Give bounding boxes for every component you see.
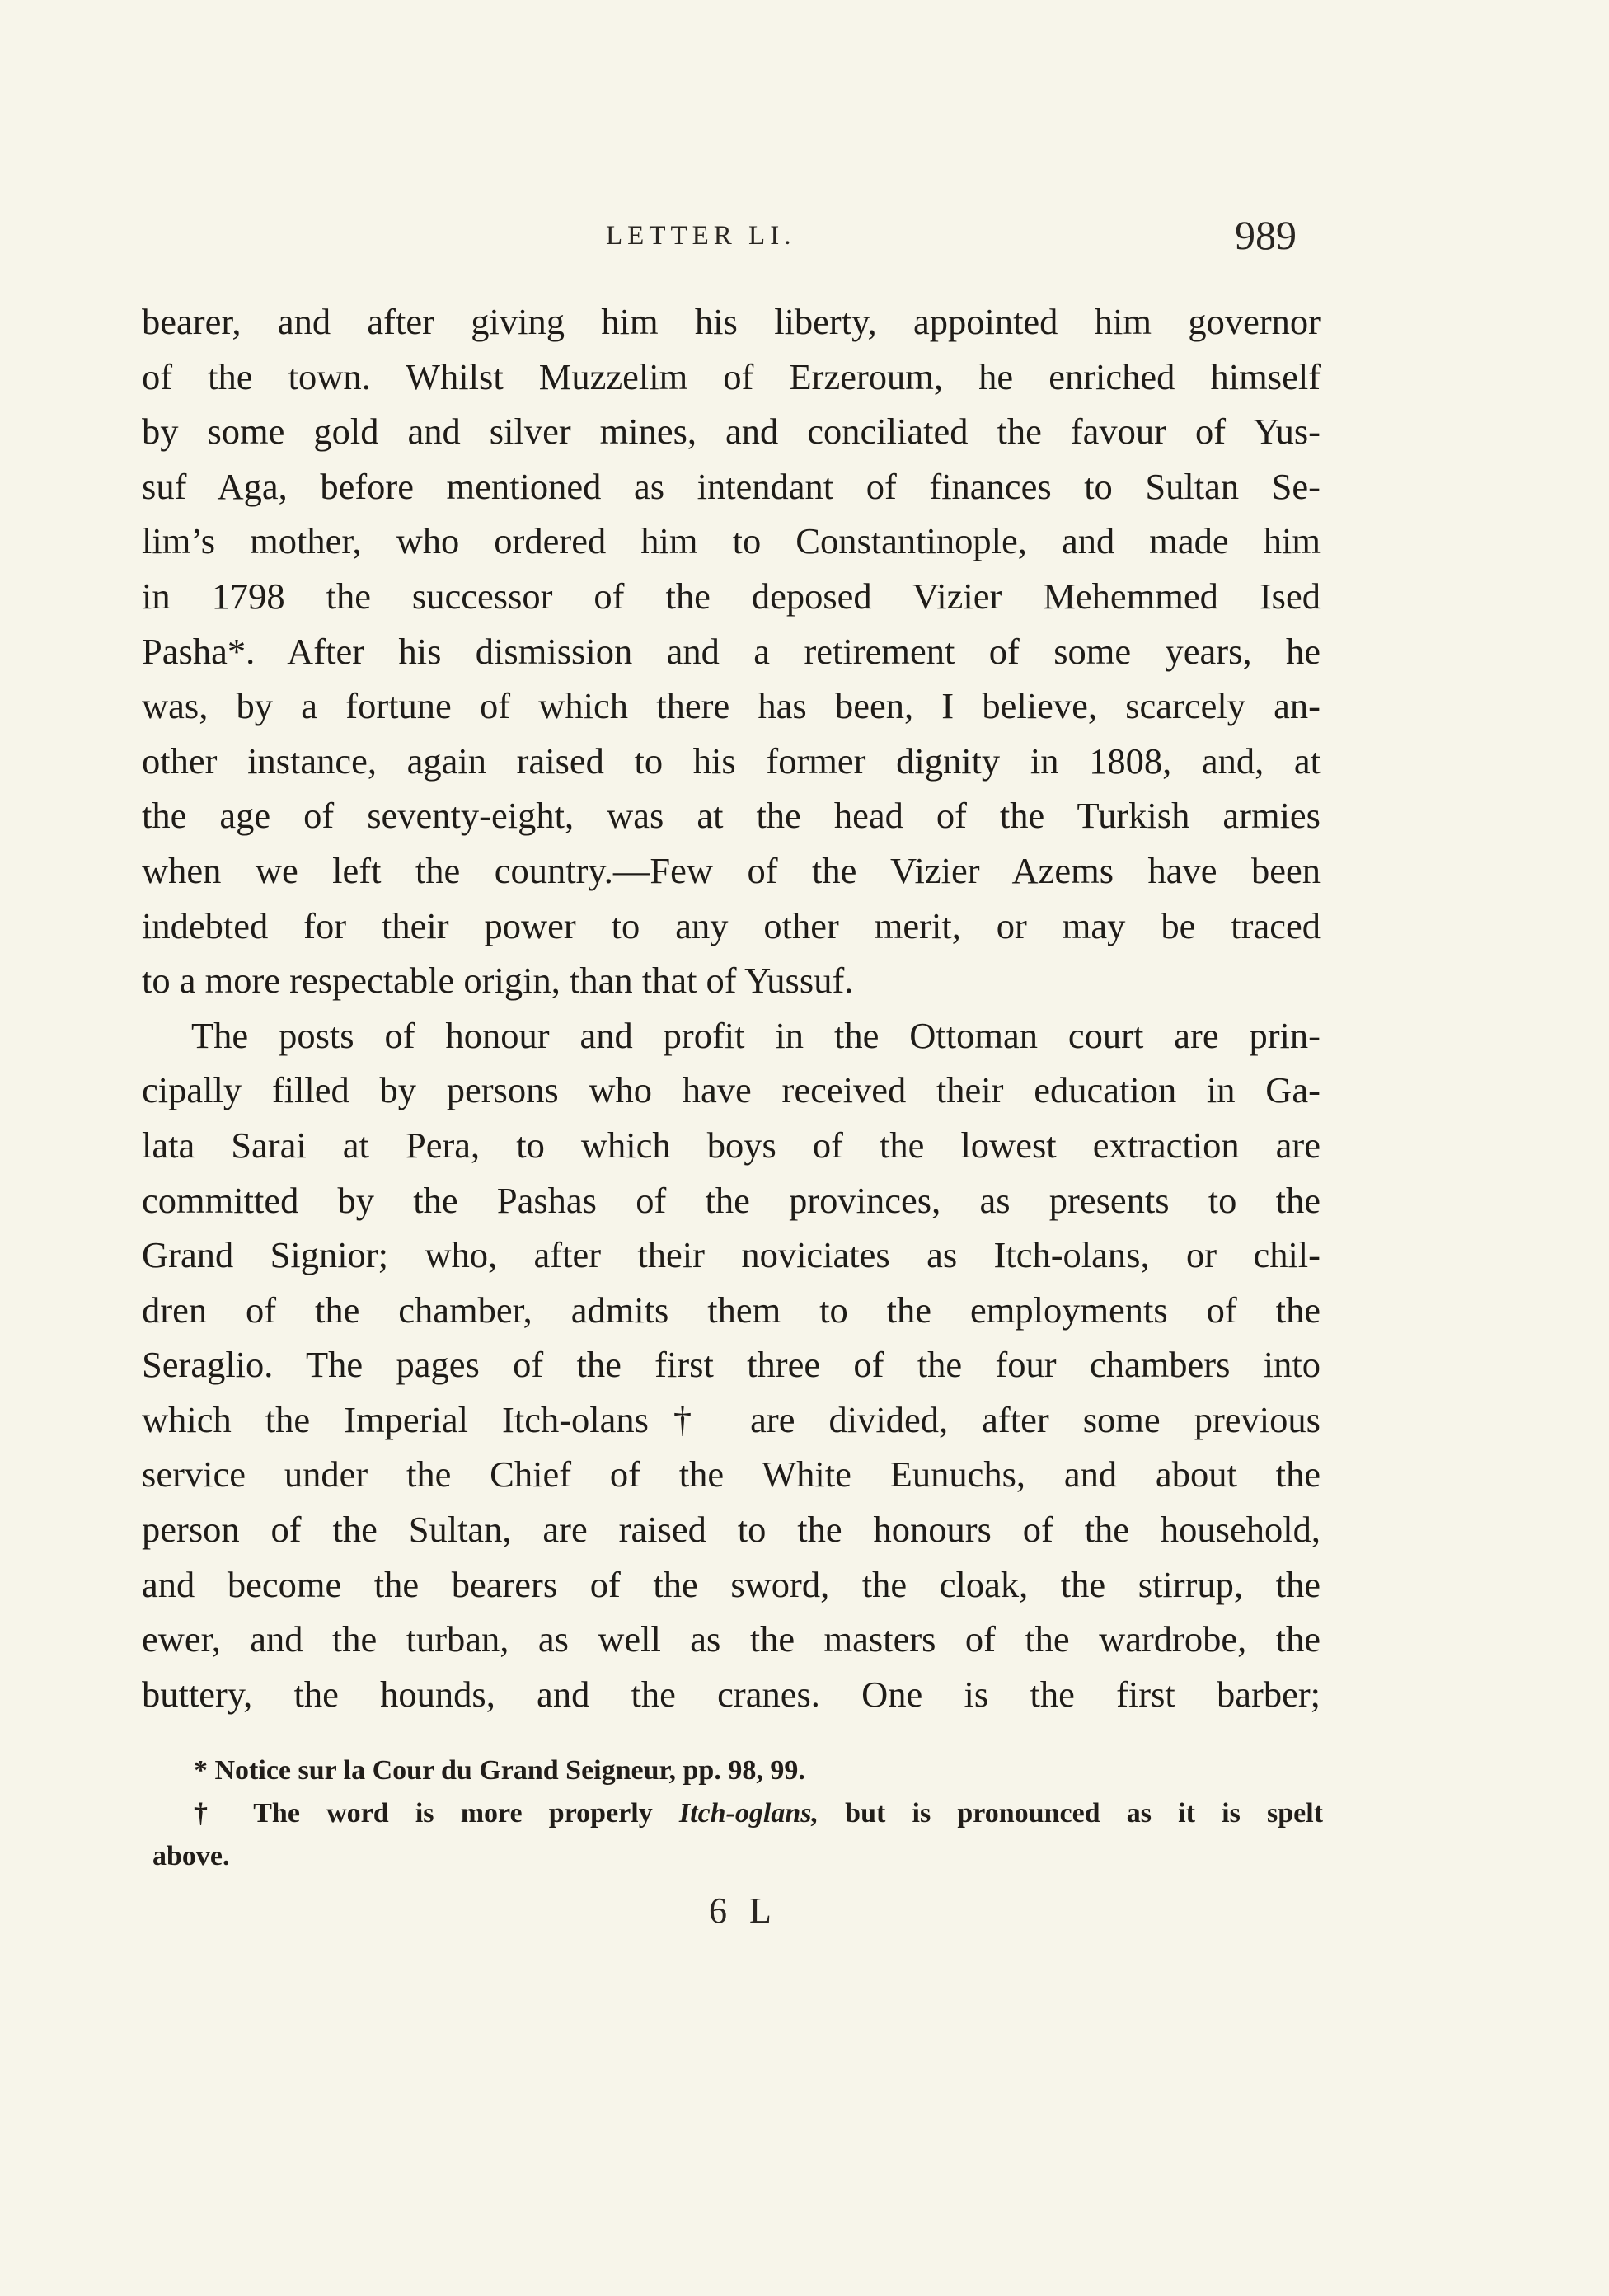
running-head (0, 213, 1609, 262)
text-line: by some gold and silver mines, and conciliated the favour of Yus- (142, 411, 1321, 453)
paragraph-start-line: The posts of honour and profit in the Ottoman court are prin- (191, 1014, 1321, 1056)
text-line: suf Aga, before mentioned as intendant of finances to Sultan Se- (142, 465, 1321, 507)
text-line: the age of seventy-eight, was at the head of the Turkish armies (142, 795, 1321, 837)
text-line: ewer, and the turban, as well as the masters of the wardrobe, the (142, 1618, 1321, 1660)
page-number: 989 (1235, 212, 1297, 258)
footnote-2-continuation: above. (152, 1841, 230, 1871)
text-line: dren of the chamber, admits them to the employments of the (142, 1289, 1321, 1331)
text-line: buttery, the hounds, and the cranes. One is the first barber; (142, 1673, 1321, 1715)
footnote-2-rest: but is pronounced as it is spelt (819, 1798, 1323, 1829)
text-line: Seraglio. The pages of the first three of the four chambers into (142, 1344, 1321, 1386)
text-line: Pasha*. After his dismission and a retirement of some years, he (142, 630, 1321, 672)
text-line: in 1798 the successor of the deposed Vizier Mehemmed Ised (142, 575, 1321, 617)
text-line: bearer, and after giving him his liberty, appointed him governor (142, 301, 1321, 342)
text-line: person of the Sultan, are raised to the honours of the household, (142, 1509, 1321, 1551)
text-line: which the Imperial Itch-olans† are divided, after some previous (142, 1398, 1321, 1440)
text-line: lim’s mother, who ordered him to Constantinople, and made him (142, 520, 1321, 562)
text-line: and become the bearers of the sword, the cloak, the stirrup, the (142, 1563, 1321, 1605)
text-line: was, by a fortune of which there has been, I believe, scarcely an- (142, 685, 1321, 727)
text-line: indebted for their power to any other merit, or may be traced (142, 904, 1321, 946)
footnote-2 (157, 1792, 1323, 1835)
text-line: committed by the Pashas of the provinces, as presents to the (142, 1179, 1321, 1221)
text-line: Grand Signior; who, after their noviciates as Itch-olans, or chil- (142, 1234, 1321, 1276)
footnotes (152, 1749, 1323, 1878)
body-text (142, 294, 1321, 1721)
text-line: to a more respectable origin, than that of Yussuf. (142, 960, 854, 1002)
text-line: service under the Chief of the White Eunuchs, and about the (142, 1453, 1321, 1495)
text-line: cipally filled by persons who have received their education in Ga- (142, 1069, 1321, 1111)
signature-mark: 6 L (709, 1890, 778, 1931)
running-title: LETTER LI. (606, 221, 796, 251)
text-line: lata Sarai at Pera, to which boys of the lowest extraction are (142, 1124, 1321, 1166)
text-line: when we left the country.—Few of the Vizier Azems have been (142, 849, 1321, 891)
footnote-2-italic: Itch-oglans, (678, 1798, 819, 1829)
text-line: other instance, again raised to his former dignity in 1808, and, at (142, 740, 1321, 782)
footnote-1: * Notice sur la Cour du Grand Seigneur, pp. 98, 99. (194, 1755, 805, 1786)
footnote-2-lead: † The word is more properly (194, 1798, 679, 1829)
text-line: of the town. Whilst Muzzelim of Erzeroum, he enriched himself (142, 355, 1321, 397)
